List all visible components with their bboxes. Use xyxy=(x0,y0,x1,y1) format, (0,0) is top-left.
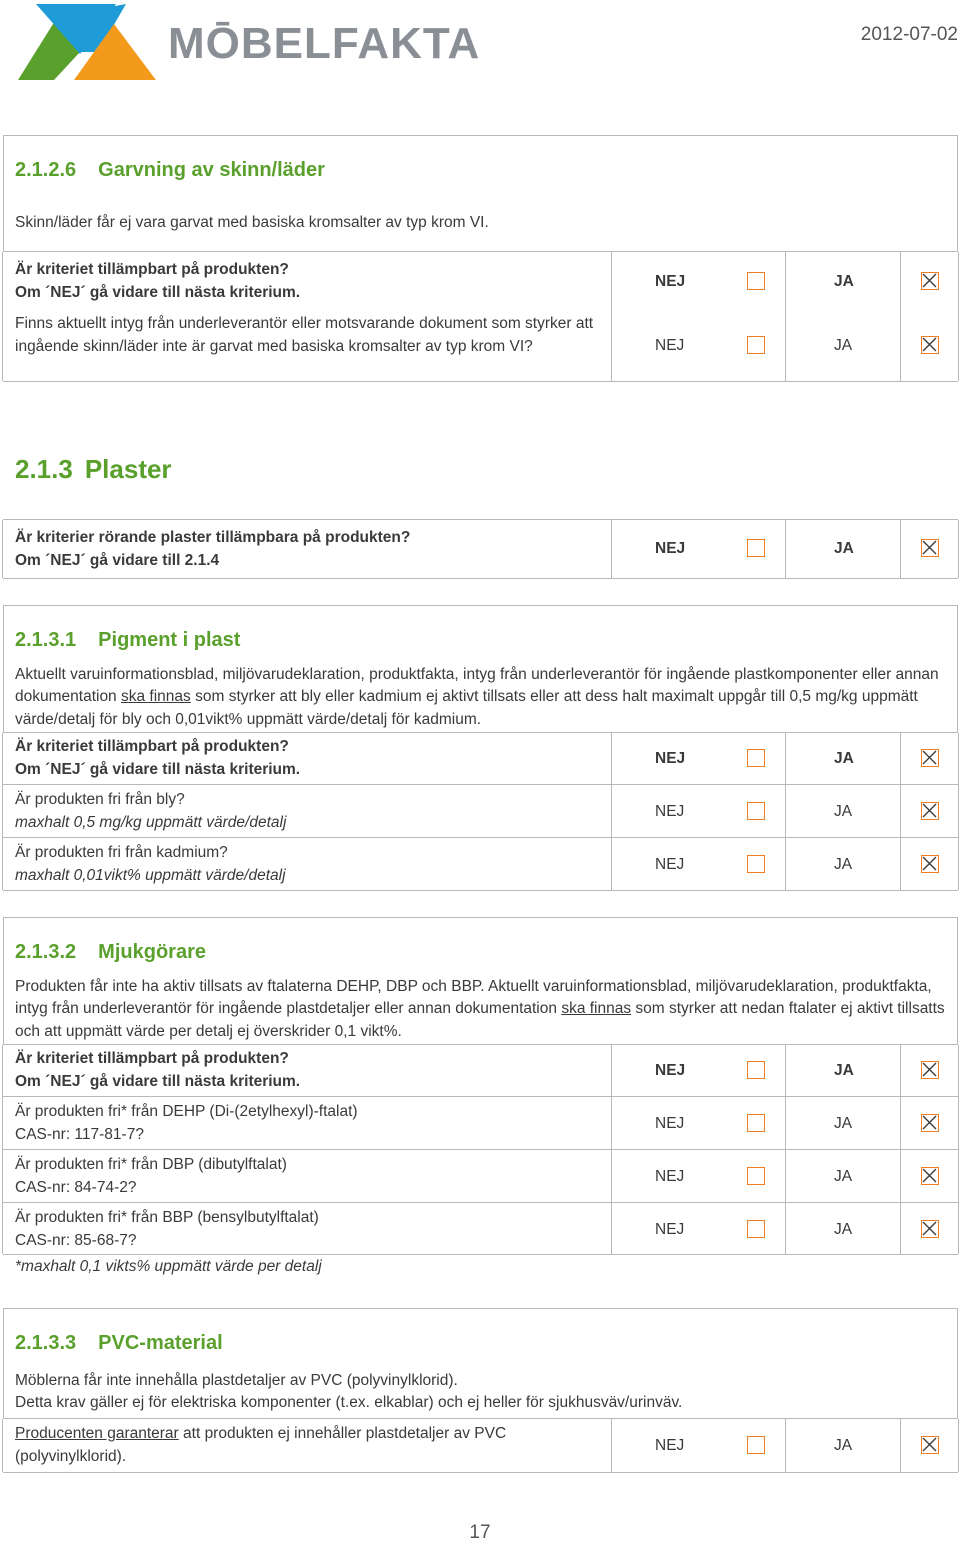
answer-no-label: NEJ xyxy=(655,803,685,820)
question-dehp-free: Är produkten fri* från DEHP (Di-(2etylhexyl)-ftalat) CAS-nr: 117-81-7? xyxy=(15,1103,358,1143)
answer-yes-label: JA xyxy=(834,1062,854,1079)
answer-yes-label: JA xyxy=(834,750,854,767)
question-lead-free: Är produkten fri från bly? maxhalt 0,5 mg/kg uppmätt värde/detalj xyxy=(15,791,287,831)
answer-no-label: NEJ xyxy=(655,1437,685,1454)
no-checkbox[interactable] xyxy=(747,1220,765,1238)
question-applicable: Är kriteriet tillämpbart på produkten? Om ´NEJ´ gå vidare till nästa kriterium. xyxy=(15,261,301,301)
yes-checkbox-checked[interactable] xyxy=(921,749,939,767)
yes-checkbox-checked[interactable] xyxy=(921,1167,939,1185)
answer-no-label: NEJ xyxy=(655,273,686,290)
yes-checkbox-checked[interactable] xyxy=(921,336,939,354)
section-intro: Skinn/läder får ej vara garvat med basiska kromsalter av typ krom VI. xyxy=(15,214,489,231)
page-number: 17 xyxy=(469,1522,491,1543)
yes-checkbox-checked[interactable] xyxy=(921,272,939,290)
criteria-table-2-1-3-2 xyxy=(3,1044,958,1255)
answer-no-label: NEJ xyxy=(655,856,685,873)
yes-checkbox-checked[interactable] xyxy=(921,855,939,873)
answer-yes-label: JA xyxy=(834,273,854,290)
answer-yes-label: JA xyxy=(834,337,853,354)
criteria-table-2-1-3 xyxy=(3,519,958,579)
no-checkbox[interactable] xyxy=(747,749,765,767)
footnote: *maxhalt 0,1 vikts% uppmätt värde per detalj xyxy=(15,1258,322,1275)
section-title-pvc: 2.1.3.3 PVC-material xyxy=(15,1332,223,1354)
yes-checkbox-checked[interactable] xyxy=(921,1061,939,1079)
yes-checkbox-checked[interactable] xyxy=(921,539,939,557)
answer-yes-label: JA xyxy=(834,1168,853,1185)
no-checkbox[interactable] xyxy=(747,1167,765,1185)
answer-no-label: NEJ xyxy=(655,1221,685,1238)
question-certificate: Finns aktuellt intyg från underleverantör eller motsvarande dokument som styrker att ingående skinn/läder inte är garvat med basiska kromsalter av typ krom VI? xyxy=(15,315,594,355)
answer-yes-label: JA xyxy=(834,856,853,873)
no-checkbox[interactable] xyxy=(747,539,765,557)
no-checkbox[interactable] xyxy=(747,802,765,820)
answer-yes-label: JA xyxy=(834,1115,853,1132)
question-plaster-applicable: Är kriterier rörande plaster tillämpbara på produkten? Om ´NEJ´ gå vidare till 2.1.4 xyxy=(15,529,411,569)
document-date: 2012-07-02 xyxy=(860,24,958,45)
no-checkbox[interactable] xyxy=(747,1114,765,1132)
question-applicable: Är kriteriet tillämpbart på produkten? Om ´NEJ´ gå vidare till nästa kriterium. xyxy=(15,1050,301,1090)
section-title-mjukgorare: 2.1.3.2 Mjukgörare xyxy=(15,941,206,963)
no-checkbox[interactable] xyxy=(747,336,765,354)
section-intro-pvc: Möblerna får inte innehålla plastdetaljer av PVC (polyvinylklorid). Detta krav gäller ej för elektriska komponenter (t.ex. elkablar) och ej heller för sjukhusväv/urinväv. xyxy=(15,1372,683,1412)
question-applicable: Är kriteriet tillämpbart på produkten? Om ´NEJ´ gå vidare till nästa kriterium. xyxy=(15,738,301,778)
criteria-table-2-1-3-1 xyxy=(3,732,958,891)
yes-checkbox-checked[interactable] xyxy=(921,1436,939,1454)
question-pvc-free: Producenten garanterar att produkten ej innehåller plastdetaljer av PVC (polyvinylklorid). xyxy=(15,1425,507,1465)
answer-no-label: NEJ xyxy=(655,337,685,354)
question-bbp-free: Är produkten fri* från BBP (bensylbutylftalat) CAS-nr: 85-68-7? xyxy=(15,1209,319,1249)
answer-no-label: NEJ xyxy=(655,1062,686,1079)
answer-no-label: NEJ xyxy=(655,540,686,557)
section-title-plaster: 2.1.3 Plaster xyxy=(15,454,172,484)
answer-yes-label: JA xyxy=(834,803,853,820)
answer-no-label: NEJ xyxy=(655,1115,685,1132)
no-checkbox[interactable] xyxy=(747,1436,765,1454)
yes-checkbox-checked[interactable] xyxy=(921,1114,939,1132)
section-title-pigment: 2.1.3.1 Pigment i plast xyxy=(15,629,241,651)
criteria-table-2-1-2-6 xyxy=(3,251,958,382)
brand-text: MŌBELFAKTA xyxy=(168,19,481,68)
yes-checkbox-checked[interactable] xyxy=(921,1220,939,1238)
answer-yes-label: JA xyxy=(834,540,854,557)
section-intro-pigment: Aktuellt varuinformationsblad, miljövarudeklaration, produktfakta, intyg från underleverantör för ingående plastkomponenter eller annan dokumentation ska finnas som styrker att bly eller kadmium ej aktivt tillsats eller att dess halt maximalt uppgår till 0,5 mg/kg uppmätt värde/detalj för bly och 0,01vikt% uppmätt värde/detalj för kadmium. xyxy=(15,666,939,728)
answer-yes-label: JA xyxy=(834,1221,853,1238)
no-checkbox[interactable] xyxy=(747,272,765,290)
section-2-1-2-6-header xyxy=(3,135,958,252)
mobelfakta-logo xyxy=(16,2,486,84)
section-intro-mjukgorare: Produkten får inte ha aktiv tillsats av ftalaterna DEHP, DBP och BBP. Aktuellt varuinformationsblad, miljövarudeklaration, produktfakta, intyg från underleverantör för ingående plastdetaljer eller annan dokumentation ska finnas som styrker att nedan ftalater ej aktivt tillsatts och att uppmätt värde per detalj ej överskrider 0,1 vikt%. xyxy=(15,978,945,1040)
yes-checkbox-checked[interactable] xyxy=(921,802,939,820)
no-checkbox[interactable] xyxy=(747,1061,765,1079)
no-checkbox[interactable] xyxy=(747,855,765,873)
answer-yes-label: JA xyxy=(834,1437,853,1454)
answer-no-label: NEJ xyxy=(655,750,686,767)
question-dbp-free: Är produkten fri* från DBP (dibutylftalat) CAS-nr: 84-74-2? xyxy=(15,1156,287,1196)
section-title: 2.1.2.6 Garvning av skinn/läder xyxy=(15,159,325,181)
answer-no-label: NEJ xyxy=(655,1168,685,1185)
criteria-table-2-1-3-3 xyxy=(3,1418,958,1473)
question-cadmium-free: Är produkten fri från kadmium? maxhalt 0,01vikt% uppmätt värde/detalj xyxy=(15,844,286,884)
